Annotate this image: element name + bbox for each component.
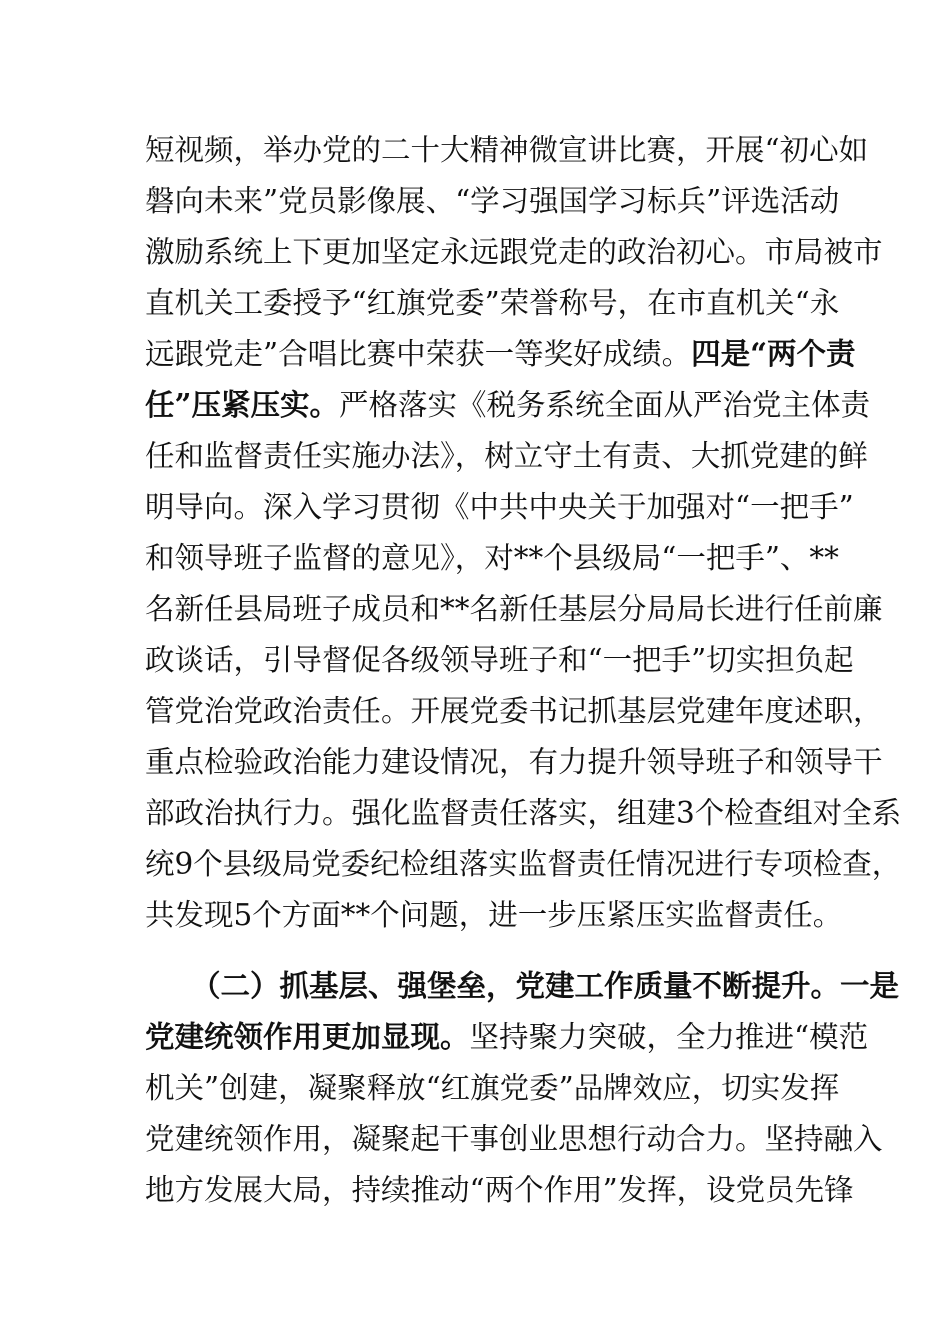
- paragraph-line: [145, 895, 843, 935]
- bold-heading-run: 党建统领作用更加显现。: [145, 1019, 470, 1054]
- paragraph-line: [145, 1068, 840, 1108]
- text-run: 部政治执行力。强化监督责任落实，组建3个检查组对全系: [145, 796, 902, 830]
- paragraph-line: [145, 181, 840, 221]
- text-run: 明导向。深入学习贯彻《中共中央关于加强对“一把手”: [145, 490, 854, 524]
- paragraph-line: [145, 334, 856, 374]
- paragraph-line: [145, 640, 854, 680]
- text-run: 机关”创建，凝聚释放“红旗党委”品牌效应，切实发挥: [145, 1071, 840, 1105]
- section-heading: （二）抓基层、强堡垒，党建工作质量不断提升。一是: [191, 968, 900, 1003]
- text-run: 党建统领作用，凝聚起干事创业思想行动合力。坚持融入: [145, 1122, 883, 1156]
- text-run: 地方发展大局，持续推动“两个作用”发挥，设党员先锋: [145, 1173, 854, 1207]
- text-run: 严格落实《税务系统全面从严治党主体责: [338, 388, 870, 422]
- paragraph-line: [145, 232, 883, 272]
- text-run: 重点检验政治能力建设情况，有力提升领导班子和领导干: [145, 745, 883, 779]
- text-run: 管党治党政治责任。开展党委书记抓基层党建年度述职，: [145, 694, 883, 728]
- text-run: 远跟党走”合唱比赛中荣获一等奖好成绩。: [145, 337, 692, 371]
- paragraph-line: [145, 1119, 883, 1159]
- text-run: 激励系统上下更加坚定永远跟党走的政治初心。市局被市: [145, 235, 883, 269]
- text-run: 政谈话，引导督促各级领导班子和“一把手”切实担负起: [145, 643, 854, 677]
- paragraph-line: [145, 130, 869, 170]
- text-run: 共发现5个方面**个问题，进一步压紧压实监督责任。: [145, 898, 843, 932]
- paragraph-line: [145, 742, 883, 782]
- text-run: 和领导班子监督的意见》，对**个县级局“一把手”、**: [145, 541, 839, 575]
- text-run: 坚持聚力突破，全力推进“模范: [469, 1020, 869, 1054]
- paragraph-line: [145, 691, 883, 731]
- text-run: 统9个县级局党委纪检组落实监督责任情况进行专项检查，: [145, 847, 902, 881]
- paragraph-line: [145, 589, 883, 629]
- paragraph-line: [145, 385, 870, 425]
- text-run: 名新任县局班子成员和**名新任基层分局局长进行任前廉: [145, 592, 883, 626]
- text-run: 直机关工委授予“红旗党委”荣誉称号，在市直机关“永: [145, 286, 840, 320]
- text-run: 任和监督责任实施办法》，树立守土有责、大抓党建的鲜: [145, 439, 868, 473]
- bold-heading-run: 任”压紧压实。: [145, 387, 339, 422]
- paragraph-line: [145, 538, 839, 578]
- paragraph-line: [145, 844, 902, 884]
- paragraph-line: [145, 1170, 854, 1210]
- text-run: 磐向未来”党员影像展、“学习强国学习标兵”评选活动: [145, 184, 840, 218]
- text-run: 短视频，举办党的二十大精神微宣讲比赛，开展“初心如: [145, 133, 869, 167]
- section-heading-line: [191, 966, 900, 1006]
- paragraph-line: [145, 283, 840, 323]
- paragraph-line: [145, 487, 854, 527]
- paragraph-line: [145, 436, 868, 476]
- paragraph-line: [145, 793, 902, 833]
- paragraph-line: [145, 1017, 869, 1057]
- bold-heading-run: 四是“两个责: [691, 336, 856, 371]
